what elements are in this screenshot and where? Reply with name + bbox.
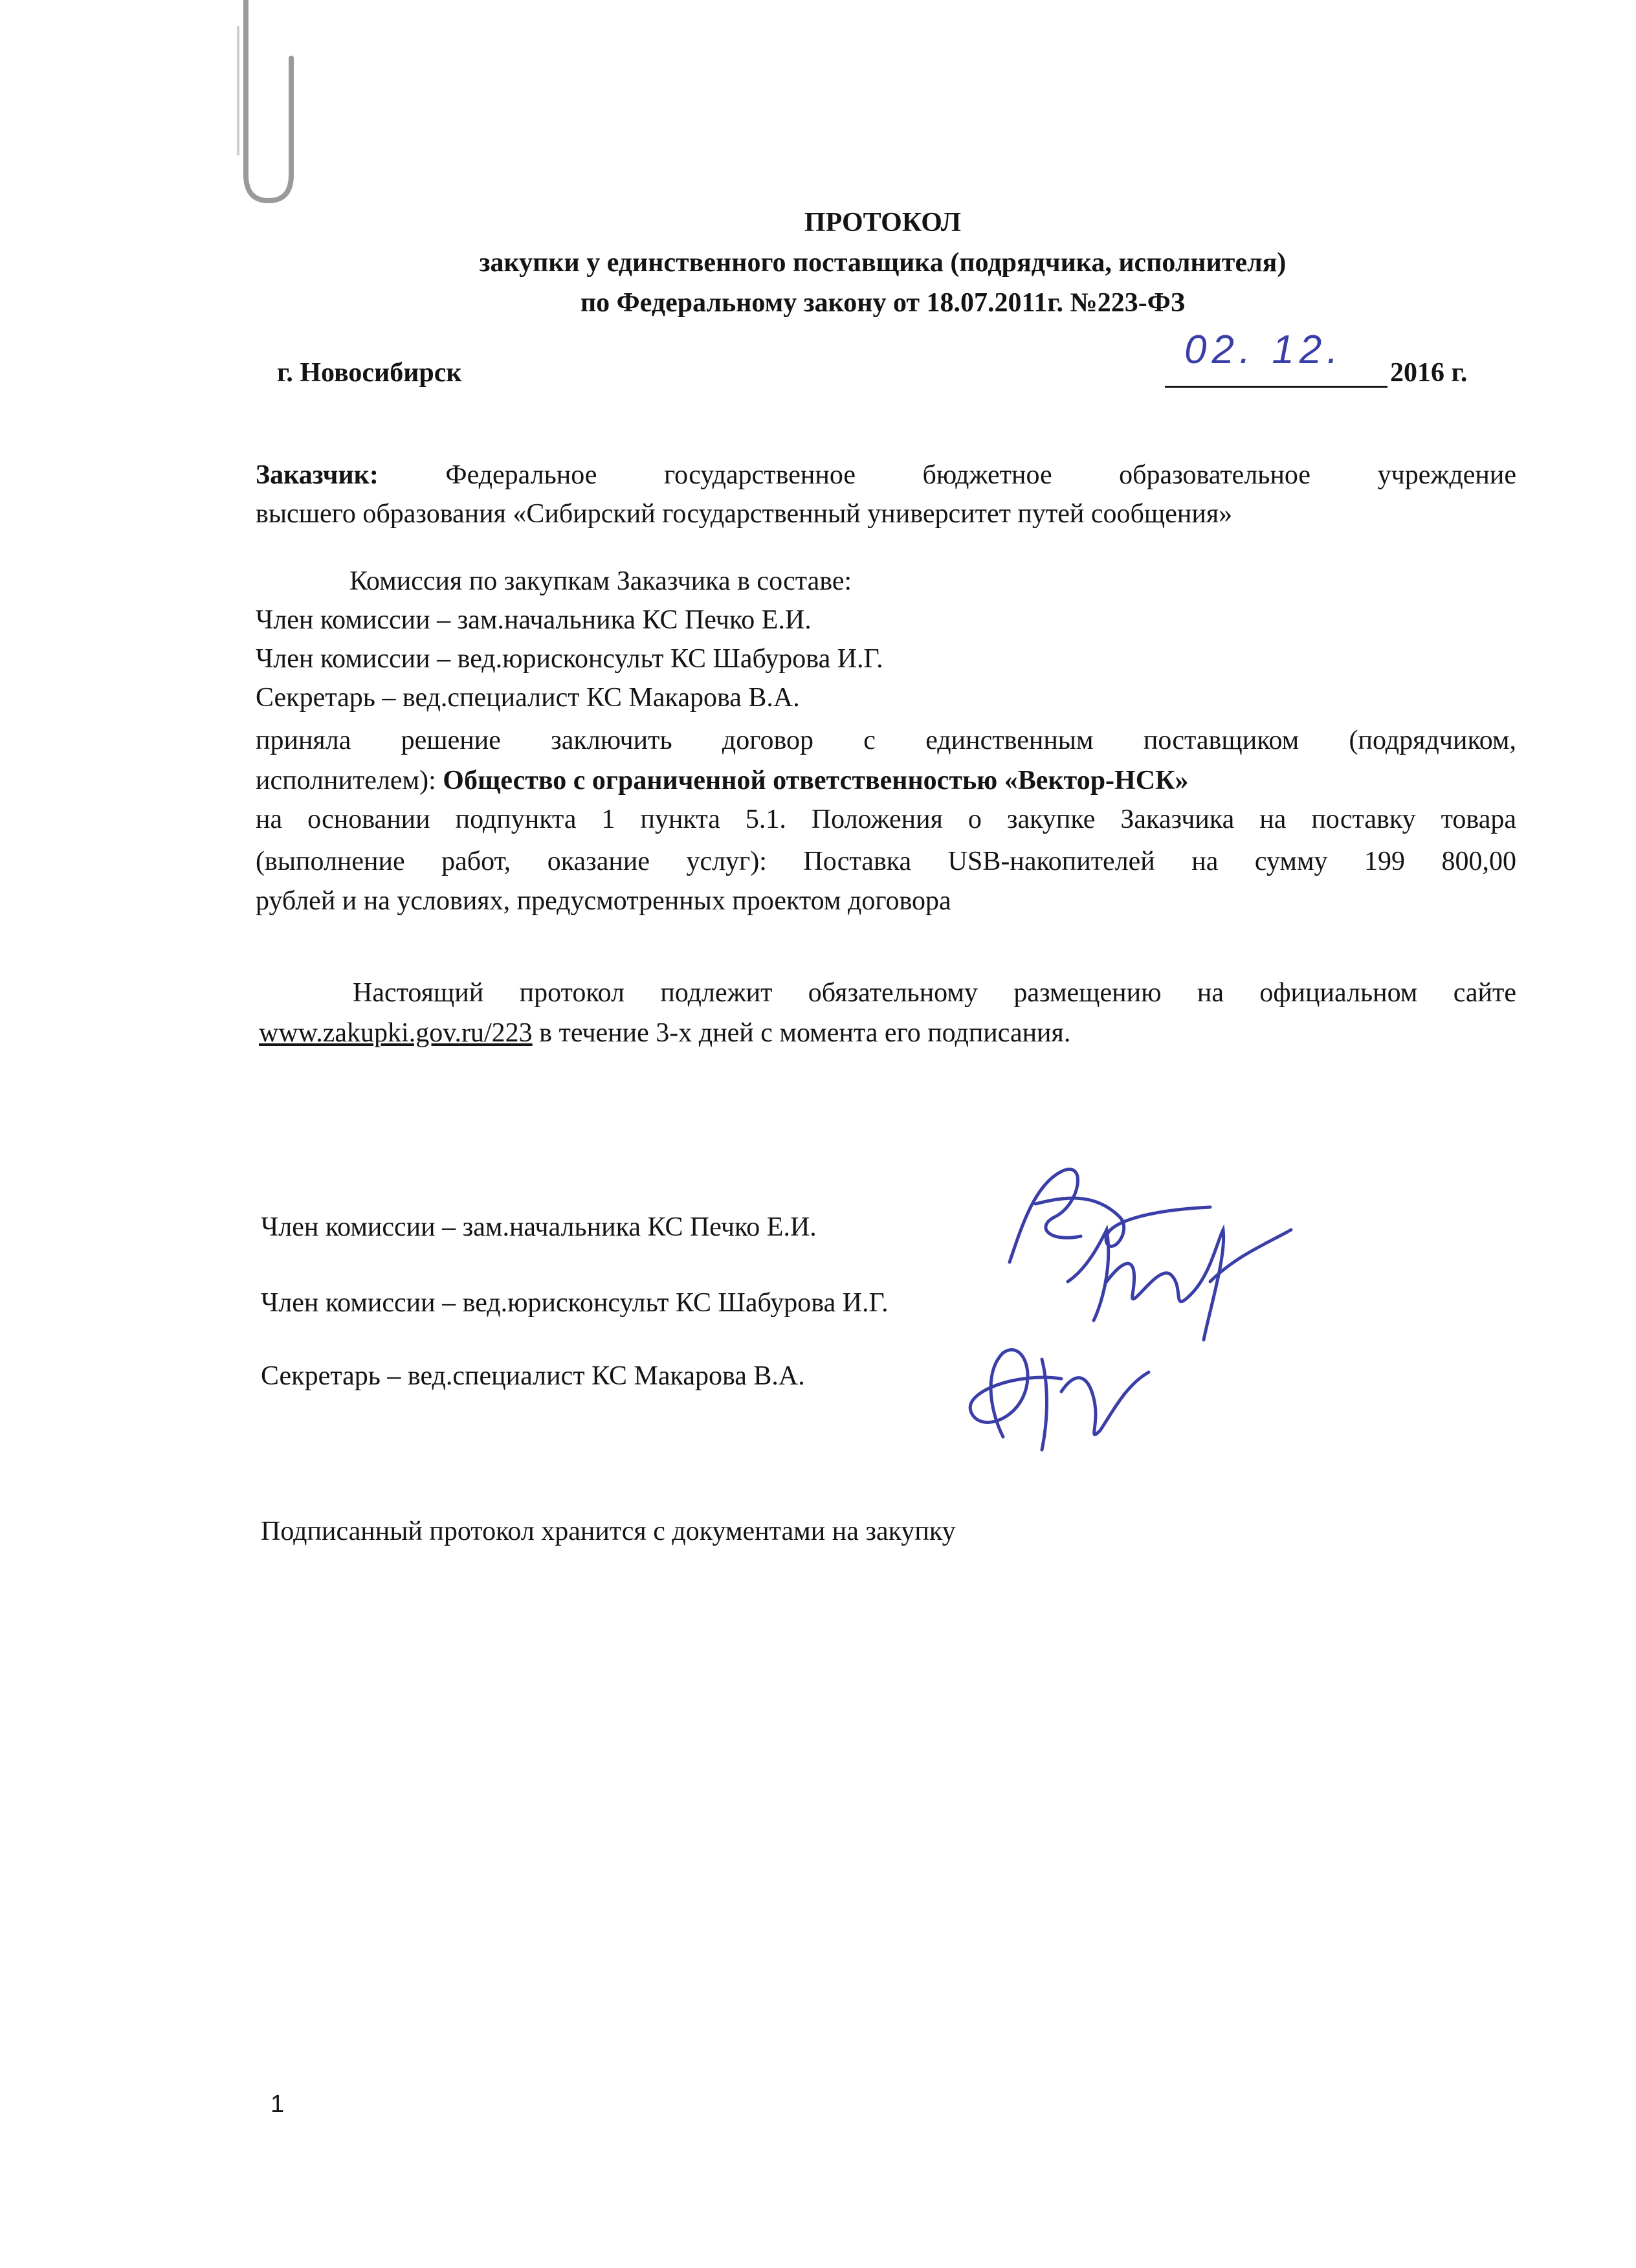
document-subtitle-2: по Федеральному закону от 18.07.2011г. №223-ФЗ bbox=[580, 288, 1185, 318]
signature-makarova-icon bbox=[964, 1333, 1152, 1456]
page-number: 1 bbox=[271, 2091, 285, 2118]
decision-line-1: приняла решение заключить договор с единственным поставщиком (подрядчиком, bbox=[256, 726, 1516, 755]
decision-line-2 bbox=[256, 764, 1189, 797]
signature-line-3: Секретарь – вед.специалист КС Макарова В.А. bbox=[261, 1361, 805, 1391]
signature-line-1: Член комиссии – зам.начальника КС Печко Е.И. bbox=[261, 1212, 817, 1242]
publication-line-2-rest: в течение 3-х дней с момента его подписания. bbox=[532, 1018, 1071, 1048]
publication-line-2 bbox=[259, 1016, 1070, 1050]
commission-intro: Комиссия по закупкам Заказчика в составе: bbox=[349, 566, 852, 596]
decision-line-5: рублей и на условиях, предусмотренных проектом договора bbox=[256, 886, 951, 916]
commission-member-1: Член комиссии – зам.начальника КС Печко Е.И. bbox=[256, 605, 812, 635]
decision-line-3: на основании подпункта 1 пункта 5.1. Положения о закупке Заказчика на поставку товара bbox=[256, 805, 1516, 834]
supplier-name: Общество с ограниченной ответственностью «Вектор-НСК» bbox=[443, 766, 1189, 795]
customer-name-part-1: Федеральное государственное бюджетное образовательное учреждение bbox=[445, 460, 1517, 490]
customer-line-2: высшего образования «Сибирский государственный университет путей сообщения» bbox=[256, 499, 1233, 529]
signature-line-2: Член комиссии – вед.юрисконсульт КС Шабурова И.Г. bbox=[261, 1288, 889, 1318]
document-subtitle-1: закупки у единственного поставщика (подрядчика, исполнителя) bbox=[479, 248, 1287, 278]
publication-link[interactable]: www.zakupki.gov.ru/223 bbox=[259, 1018, 533, 1048]
document-title: ПРОТОКОЛ bbox=[804, 208, 962, 238]
customer-line-1 bbox=[256, 458, 1516, 492]
customer-label: Заказчик: bbox=[256, 460, 379, 490]
date-year: 2016 г. bbox=[1390, 358, 1468, 388]
signature-shaburova-icon bbox=[1061, 1217, 1294, 1346]
commission-member-2: Член комиссии – вед.юрисконсульт КС Шабурова И.Г. bbox=[256, 644, 883, 674]
decision-line-4: (выполнение работ, оказание услуг): Поставка USB-накопителей на сумму 199 800,00 bbox=[256, 847, 1516, 876]
publication-line-1: Настоящий протокол подлежит обязательному размещению на официальном сайте bbox=[353, 978, 1516, 1008]
commission-member-3: Секретарь – вед.специалист КС Макарова В.А. bbox=[256, 683, 800, 713]
decision-line-2-start: исполнителем): bbox=[256, 766, 443, 795]
city: г. Новосибирск bbox=[277, 358, 462, 388]
paper-clip-icon bbox=[233, 0, 311, 214]
footer-note: Подписанный протокол хранится с документами на закупку bbox=[261, 1517, 956, 1546]
date-handwritten: 02. 12. bbox=[1184, 328, 1343, 372]
